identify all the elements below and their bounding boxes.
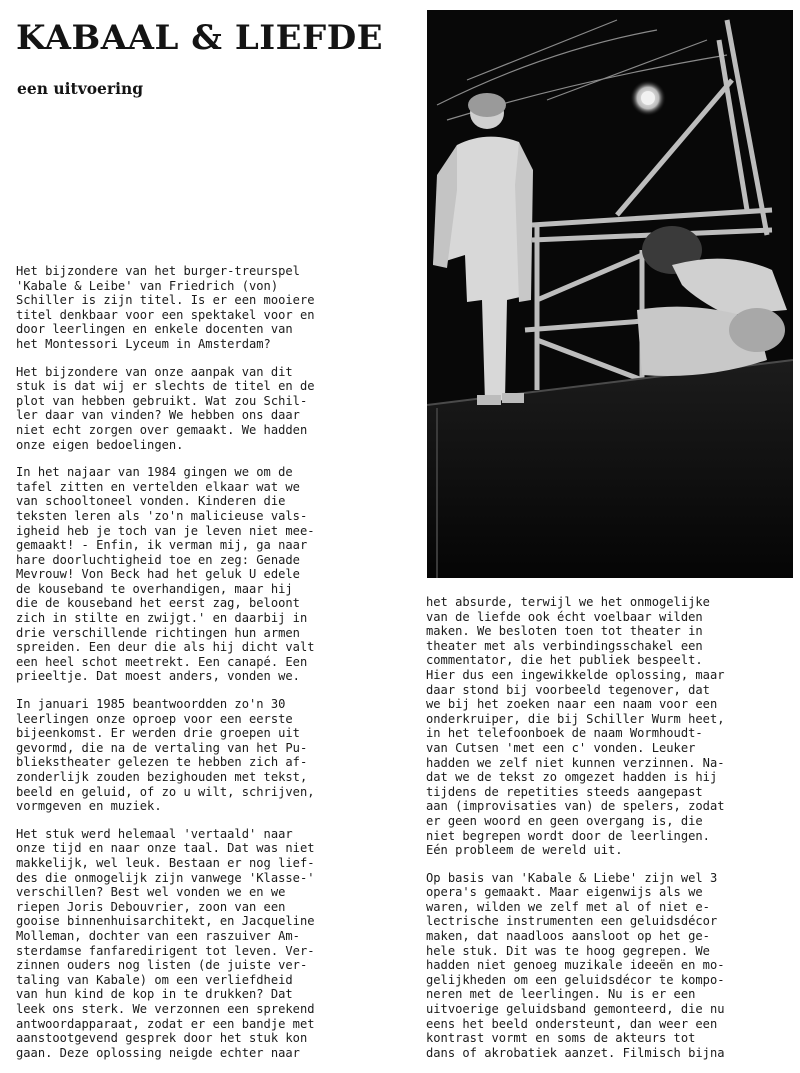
article-subtitle: een uitvoering (17, 79, 144, 98)
paragraph: In januari 1985 beantwoordden zo'n 30 leerlingen onze oproep voor een eerste bijeenkomst. Er werden drie groepen uit gevormd, die na de vertaling van het Pu- bliekstheater gelezen te hebben zich af- zonderlijk zouden bezighouden met tekst, beeld en geluid, of zo u wilt, schrijven, vormgeven en muziek. (16, 697, 315, 814)
paragraph: het absurde, terwijl we het onmogelijke van de liefde ook écht voelbaar wilden maken. We besloten toen tot theater in theater met als verbindingsschakel een commentator, die het publiek bespeelt. Hier dus een ingewikkelde oplossing, maar daar stond bij voorbeeld tegenover, dat we bij het zoeken naar een naam voor een onderkruiper, die bij Schiller Wurm heet, in het telefoonboek de naam Wormhoudt- van Cutsen 'met een c' vonden. Leuker hadden we zelf niet kunnen verzinnen. Na- dat we de tekst zo omgezet hadden is hij tijdens de repetities steeds aangepast aan (improvisaties van) de spelers, zodat er geen woord en geen overgang is, die niet begrepen wordt door de leerlingen. Eén probleem de wereld uit. (426, 595, 725, 858)
article-title: KABAAL & LIEFDE (16, 18, 384, 58)
paragraph: Het bijzondere van het burger-treurspel 'Kabale & Leibe' van Friedrich (von) Schiller is zijn titel. Is er een mooiere titel denkbaar voor een spektakel voor en door leerlingen en enkele docenten van het Montessori Lyceum in Amsterdam? (16, 264, 315, 351)
stage-photo (427, 10, 793, 578)
paragraph: In het najaar van 1984 gingen we om de tafel zitten en vertelden elkaar wat we van schooltoneel vonden. Kinderen die teksten leren als 'zo'n malicieuse vals- igheid heb je toch van je leven niet mee- gemaakt! - Enfin, ik verman mij, ga naar hare doorluchtigheid toe en zeg: Genade Mevrouw! Von Beck had het geluk U edele de kouseband te overhandigen, maar hij die de kouseband het eerst zag, beloont zich in stilte en zwijgt.' en daarbij in drie verschillende richtingen hun armen spreiden. Een deur die als hij dicht valt een heel schot meetrekt. Een canapé. Een prieeltje. Dat moest anders, vonden we. (16, 465, 315, 684)
right-column (426, 595, 790, 1073)
paragraph: Het stuk werd helemaal 'vertaald' naar onze tijd en naar onze taal. Dat was niet makkelijk, wel leuk. Bestaan er nog lief- des die onmogelijk zijn vanwege 'Klasse-' verschillen? Best wel vonden we en we riepen Joris Debouvrier, zoon van een gooise binnenhuisarchitekt, en Jacqueline Molleman, dochter van een raszuiver Am- sterdamse fanfaredirigent tot leven. Ver- zinnen ouders nog listen (de juiste ver- taling van Kabale) om een verliefdheid van hun kind de kop in te drukken? Dat leek ons sterk. We verzonnen een sprekend antwoordapparaat, zodat er een bandje met aanstootgevend gesprek door het stuk kon gaan. Deze oplossing neigde echter naar (16, 826, 315, 1060)
stage-photo-icon (427, 10, 793, 578)
paragraph: Het bijzondere van onze aanpak van dit stuk is dat wij er slechts de titel en de plot van hebben gebruikt. Wat zou Schil- ler daar van vinden? We hebben ons daar niet echt zorgen over gemaakt. We hadden onze eigen bedoelingen. (16, 364, 315, 452)
paragraph: Op basis van 'Kabale & Liebe' zijn wel 3 opera's gemaakt. Maar eigenwijs als we waren, wilden we zelf met al of niet e- lectrische instrumenten een geluidsdécor maken, dat naadloos aansloot op het ge- hele stuk. Dit was te hoog gegrepen. We hadden niet genoeg muzikale ideeën en mo- gelijkheden om een geluidsdécor te kompo- neren met de leerlingen. Nu is er een uitvoerige geluidsband gemonteerd, die nu eens het beeld ondersteunt, dan weer een kontrast vormt en soms de akteurs tot dans of akrobatiek aanzet. Filmisch bijna (426, 870, 725, 1060)
left-column (16, 264, 386, 1073)
